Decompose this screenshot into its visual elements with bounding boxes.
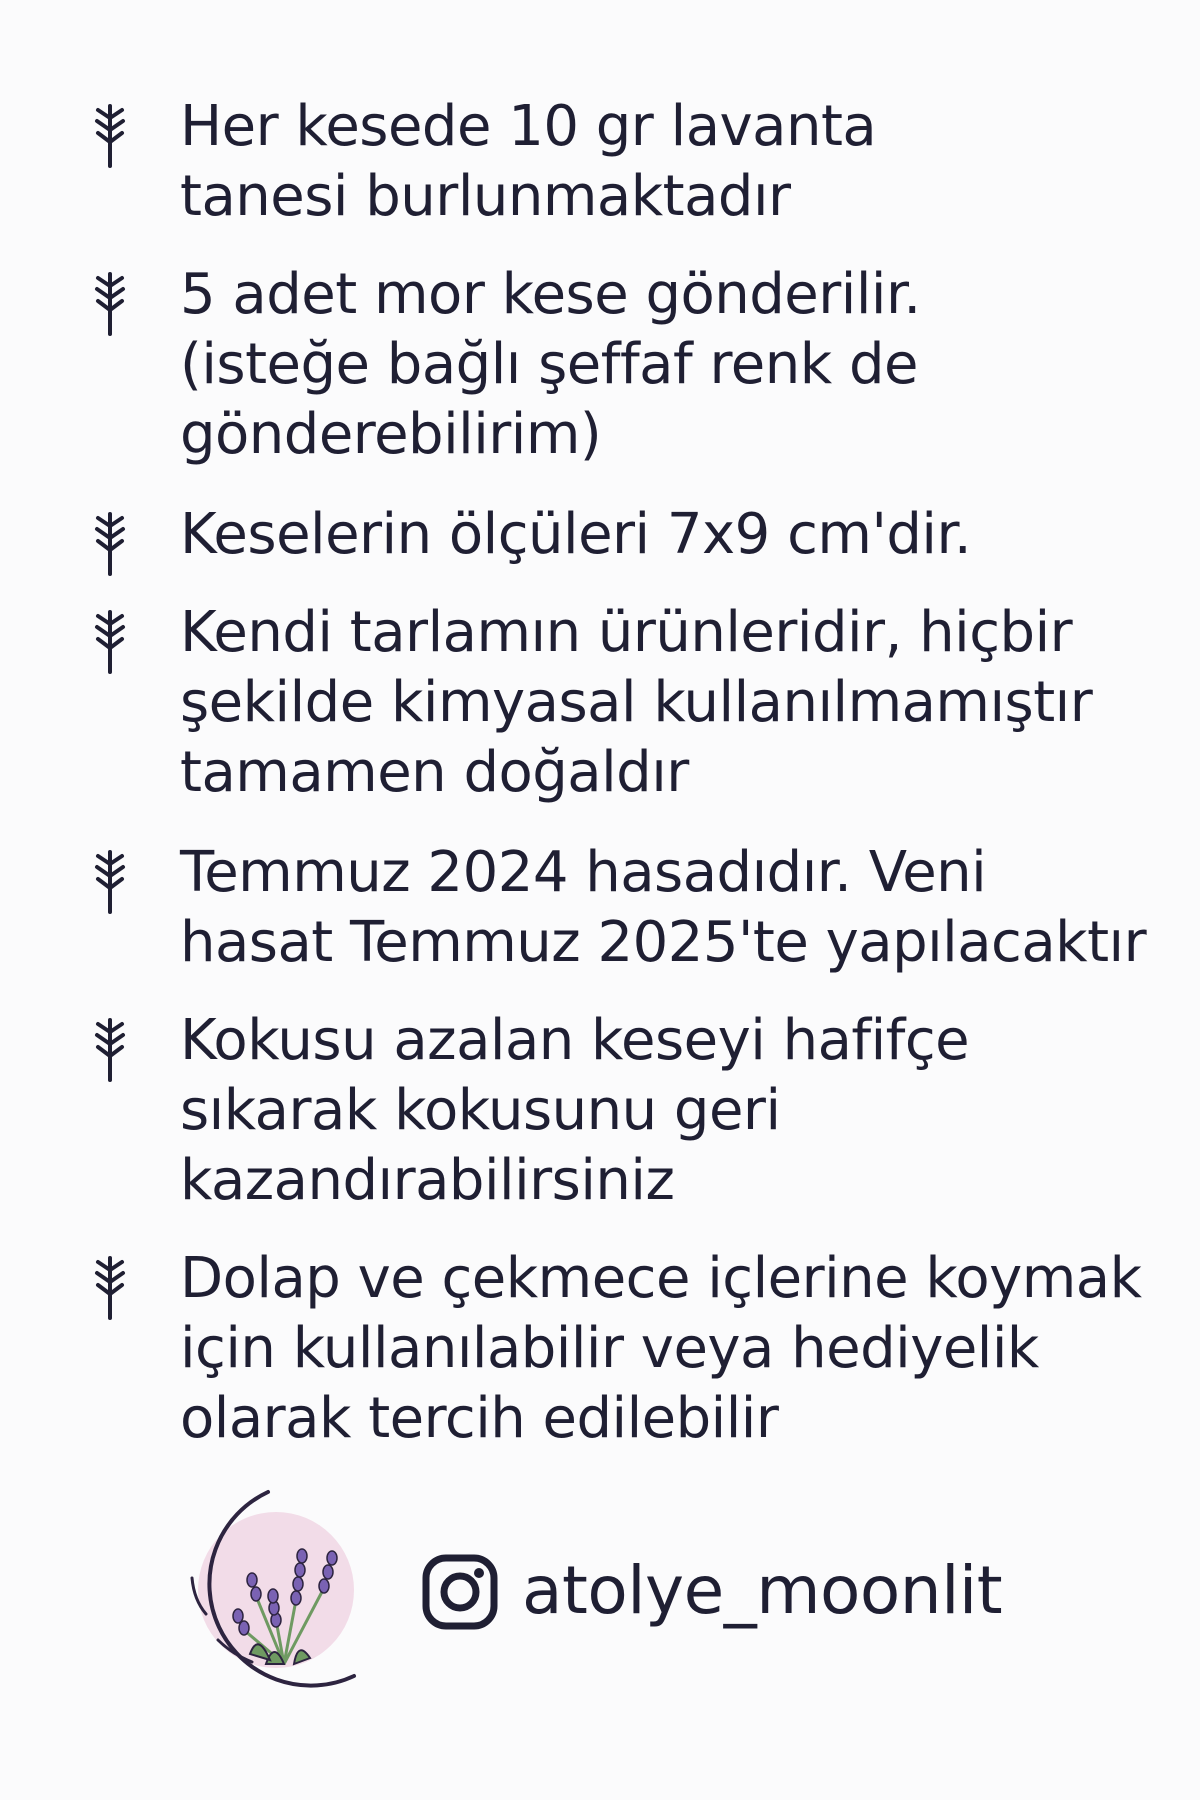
feature-text: Dolap ve çekmece içlerine koymak için kullanılabilir veya hediyelik olarak tercih edilebilir bbox=[180, 1246, 1142, 1451]
feature-text: Keselerin ölçüleri 7x9 cm'dir. bbox=[180, 502, 972, 567]
lavanta-sprig-icon bbox=[90, 272, 130, 336]
instagram-icon[interactable] bbox=[420, 1552, 500, 1632]
feature-text: Kendi tarlamın ürünleridir, hiçbir şekilde kimyasal kullanılmamıştır tamamen doğaldır bbox=[180, 600, 1093, 805]
moon-lavender-logo bbox=[148, 1480, 388, 1700]
lavanta-sprig-icon bbox=[90, 610, 130, 674]
feature-text: Temmuz 2024 hasadıdır. Veni hasat Temmuz 2025'te yapılacaktır bbox=[180, 840, 1147, 975]
lavanta-sprig-icon bbox=[90, 104, 130, 168]
feature-text: Her kesede 10 gr lavanta tanesi burlunmaktadır bbox=[180, 94, 877, 229]
lavanta-sprig-icon bbox=[90, 512, 130, 576]
lavanta-sprig-icon bbox=[90, 850, 130, 914]
feature-text: 5 adet mor kese gönderilir. (isteğe bağlı şeffaf renk de gönderebilirim) bbox=[180, 262, 921, 467]
feature-text: Kokusu azalan keseyi hafifçe sıkarak kokusunu geri kazandırabilirsiniz bbox=[180, 1008, 970, 1213]
lavanta-sprig-icon bbox=[90, 1018, 130, 1082]
instagram-handle[interactable]: atolye_moonlit bbox=[522, 1552, 1003, 1629]
lavanta-sprig-icon bbox=[90, 1256, 130, 1320]
footer bbox=[0, 1480, 1200, 1720]
